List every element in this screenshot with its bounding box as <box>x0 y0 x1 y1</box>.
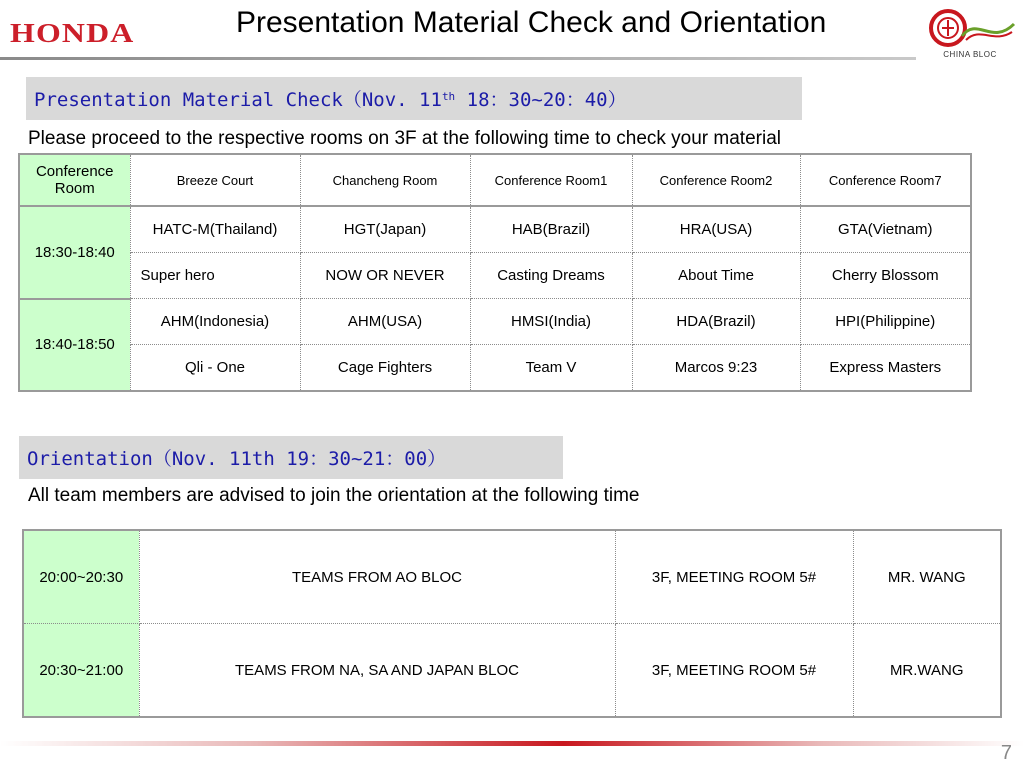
orientation-instruction: All team members are advised to join the orientation at the following time <box>28 485 640 506</box>
team-name-cell: Qli - One <box>130 345 300 392</box>
team-name-cell: NOW OR NEVER <box>300 253 470 299</box>
team-cell: AHM(USA) <box>300 299 470 345</box>
team-name-cell: About Time <box>632 253 800 299</box>
team-cell: GTA(Vietnam) <box>800 206 971 253</box>
footer-divider <box>0 741 1024 746</box>
orientation-host-cell: MR. WANG <box>853 530 1001 624</box>
conference-room-label: Conference Room <box>19 154 130 206</box>
team-name-cell: Express Masters <box>800 345 971 392</box>
orientation-host-cell: MR.WANG <box>853 624 1001 718</box>
material-check-heading-rest: 18：30~20：40） <box>455 89 627 111</box>
title-divider <box>0 57 916 60</box>
china-bloc-emblem-icon <box>922 6 1018 50</box>
orientation-teams-cell: TEAMS FROM AO BLOC <box>139 530 615 624</box>
china-bloc-label: CHINA BLOC <box>943 50 997 59</box>
time-slot-cell: 18:30-18:40 <box>19 206 130 299</box>
team-name-cell: Cage Fighters <box>300 345 470 392</box>
table-row <box>19 206 971 253</box>
room-header: Conference Room1 <box>470 154 632 206</box>
room-header: Conference Room2 <box>632 154 800 206</box>
material-check-table <box>18 153 972 392</box>
material-check-heading-sup: th <box>441 90 456 103</box>
orientation-time-cell: 20:00~20:30 <box>23 530 139 624</box>
material-check-instruction: Please proceed to the respective rooms on 3F at the following time to check your material <box>28 128 781 149</box>
team-name-cell: Cherry Blossom <box>800 253 971 299</box>
orientation-heading: Orientation（Nov. 11th 19：30~21：00） <box>19 436 563 479</box>
team-cell: HGT(Japan) <box>300 206 470 253</box>
table-row <box>19 299 971 345</box>
team-name-cell: Super hero <box>130 253 300 299</box>
room-header: Breeze Court <box>130 154 300 206</box>
room-header: Chancheng Room <box>300 154 470 206</box>
china-bloc-logo <box>922 6 1018 62</box>
honda-logo: HONDA <box>10 18 135 48</box>
team-name-cell: Casting Dreams <box>470 253 632 299</box>
team-cell: HDA(Brazil) <box>632 299 800 345</box>
table-row <box>23 624 1001 718</box>
orientation-location-cell: 3F, MEETING ROOM 5# <box>615 624 853 718</box>
team-cell: HPI(Philippine) <box>800 299 971 345</box>
room-header: Conference Room7 <box>800 154 971 206</box>
time-slot-cell: 18:40-18:50 <box>19 299 130 392</box>
team-cell: AHM(Indonesia) <box>130 299 300 345</box>
team-cell: HRA(USA) <box>632 206 800 253</box>
team-cell: HATC-M(Thailand) <box>130 206 300 253</box>
table-row <box>19 345 971 392</box>
orientation-location-cell: 3F, MEETING ROOM 5# <box>615 530 853 624</box>
team-name-cell: Team V <box>470 345 632 392</box>
material-check-heading-main: Presentation Material Check（Nov. 11 <box>34 89 442 111</box>
table-header-row <box>19 154 971 206</box>
slide-title: Presentation Material Check and Orientation <box>236 6 827 39</box>
team-cell: HMSI(India) <box>470 299 632 345</box>
material-check-heading <box>26 77 802 120</box>
orientation-teams-cell: TEAMS FROM NA, SA AND JAPAN BLOC <box>139 624 615 718</box>
orientation-time-cell: 20:30~21:00 <box>23 624 139 718</box>
table-row <box>19 253 971 299</box>
orientation-table <box>22 529 1002 718</box>
page-number: 7 <box>1000 742 1012 764</box>
team-cell: HAB(Brazil) <box>470 206 632 253</box>
team-name-cell: Marcos 9:23 <box>632 345 800 392</box>
table-row <box>23 530 1001 624</box>
